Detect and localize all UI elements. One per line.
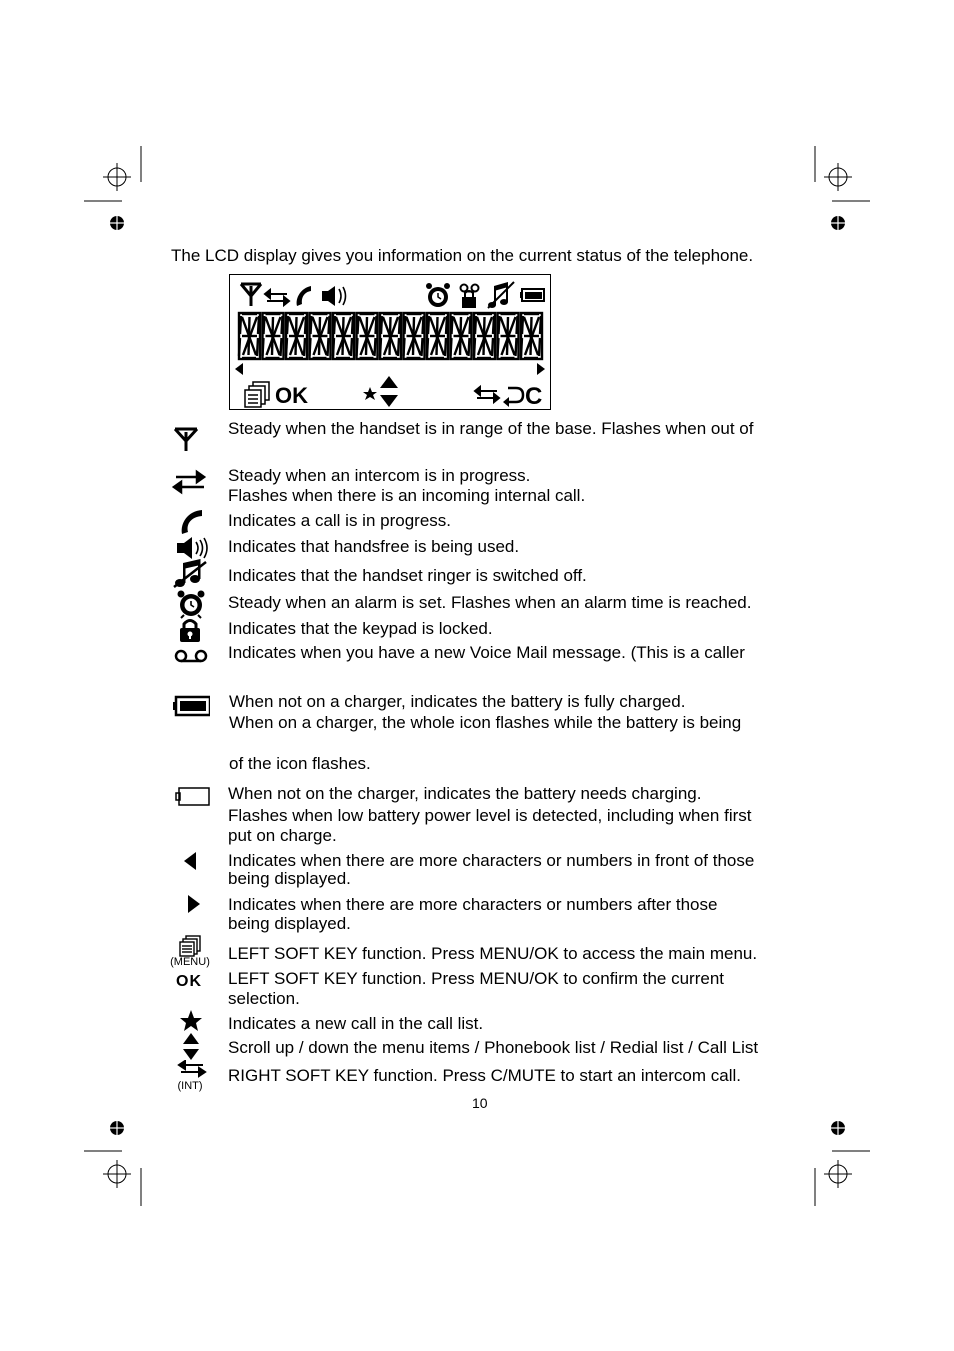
desc-ok-1: LEFT SOFT KEY function. Press MENU/OK to confirm the current [228,969,725,988]
lcd-antenna-icon [241,284,261,306]
desc-lock: Indicates that the keypad is locked. [228,619,493,638]
desc-ringer: Indicates that the handset ringer is switched off. [228,566,587,585]
desc-left-arrow-1: Indicates when there are more characters or numbers in front of those [228,851,755,870]
desc-right-arrow-2: being displayed. [228,914,351,933]
lcd-segment-cell [474,313,495,359]
lcd-segment-cell [451,313,472,359]
ringer-off-icon [170,558,210,588]
desc-scroll: Scroll up / down the menu items / Phonebook list / Redial list / Call List [228,1038,759,1057]
desc-intercom-2: Flashes when there is an incoming internal call. [228,486,586,505]
desc-battery-full-3: of the icon flashes. [229,754,371,773]
ok-icon: OK [176,973,202,990]
lcd-segment-cell [521,313,542,359]
desc-phone: Indicates a call is in progress. [228,511,451,530]
signal-antenna-icon [170,424,210,454]
desc-int: RIGHT SOFT KEY function. Press C/MUTE to start an intercom call. [228,1066,741,1085]
voicemail-icon [170,644,210,674]
desc-menu: LEFT SOFT KEY function. Press MENU/OK to access the main menu. [228,944,758,963]
desc-battery-empty-2: Flashes when low battery power level is detected, including when first [228,806,752,825]
desc-battery-full-1: When not on a charger, indicates the battery is fully charged. [229,692,686,711]
lcd-int-icon [475,387,499,402]
desc-star: Indicates a new call in the call list. [228,1014,484,1033]
lcd-voicemail-lock-icon [461,285,479,309]
lcd-display [229,274,551,410]
lcd-intercom-icon [265,290,289,305]
lcd-phone-icon [297,286,311,306]
scroll-updown-icon [170,1032,210,1062]
right-arrow-icon [170,891,210,921]
lcd-segment-cell [239,313,260,359]
desc-battery-empty-1: When not on the charger, indicates the battery needs charging. [228,784,702,803]
battery-empty-icon [170,784,210,814]
lcd-updown-icon [380,376,398,407]
desc-ok-2: selection. [228,989,300,1008]
lcd-segment-cell [286,313,307,359]
desc-intercom-1: Steady when an intercom is in progress. [228,466,531,485]
lcd-left-arrow-icon [235,363,243,375]
int-sublabel: (INT) [177,1080,203,1092]
lcd-c-label: C [525,383,543,410]
lcd-ringer-off-icon [488,282,514,308]
lcd-right-arrow-icon [537,363,545,375]
desc-battery-empty-3: put on charge. [228,826,337,845]
intro-text: The LCD display gives you information on the current status of the telephone. [171,246,754,265]
lcd-ok-label: OK [275,383,308,408]
desc-voicemail: Indicates when you have a new Voice Mail message. (This is a caller [228,643,745,662]
battery-full-icon [170,694,210,724]
lcd-speaker-icon [322,286,335,306]
lcd-segment-cell [333,313,354,359]
desc-speaker: Indicates that handsfree is being used. [228,537,520,556]
phone-handset-icon [170,507,210,537]
lcd-battery-icon [520,289,544,301]
desc-battery-full-2: When on a charger, the whole icon flashes while the battery is being [229,713,742,732]
lcd-segment-cell [310,313,331,359]
intercom-arrows-icon [170,468,210,498]
desc-antenna: Steady when the handset is in range of the base. Flashes when out of [228,419,754,438]
menu-sublabel: (MENU) [170,956,210,968]
page-number: 10 [472,1095,488,1111]
lcd-segment-cell [380,313,401,359]
lcd-alarm-icon [426,283,450,307]
desc-right-arrow-1: Indicates when there are more characters or numbers after those [228,895,718,914]
lcd-segment-cell [357,313,378,359]
desc-alarm: Steady when an alarm is set. Flashes when an alarm time is reached. [228,593,752,612]
lcd-segment-cell [263,313,284,359]
left-arrow-icon [170,848,210,878]
lcd-menu-icon [245,382,269,407]
lcd-segment-cell [404,313,425,359]
padlock-icon [170,616,210,646]
lcd-graphic [229,274,551,410]
lcd-segment-cell [498,313,519,359]
alarm-clock-icon [170,589,210,619]
lcd-star-icon [363,387,377,400]
lcd-segment-row [239,313,542,359]
lcd-segment-cell [427,313,448,359]
desc-left-arrow-2: being displayed. [228,869,351,888]
